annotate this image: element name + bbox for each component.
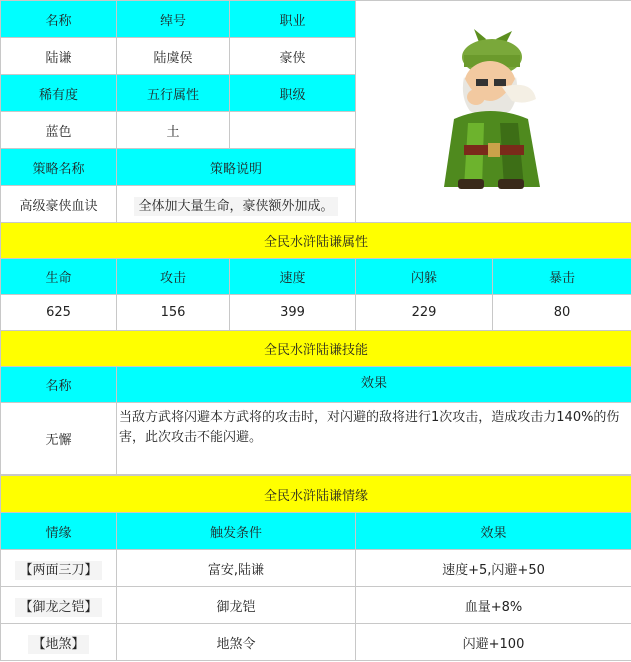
value-dodge: 229 bbox=[356, 295, 493, 331]
value-rank bbox=[230, 112, 356, 149]
strategy-desc-text: 全体加大量生命，豪侠额外加成。 bbox=[134, 197, 337, 216]
value-strategy-desc bbox=[117, 186, 356, 223]
fate-effect: 血量+8% bbox=[356, 587, 631, 624]
table-row bbox=[1, 624, 631, 661]
skills-table bbox=[0, 330, 631, 475]
header-fate-effect: 效果 bbox=[356, 513, 631, 550]
header-fate-name: 情缘 bbox=[1, 513, 117, 550]
value-speed: 399 bbox=[230, 295, 356, 331]
header-strategy-name: 策略名称 bbox=[1, 149, 117, 186]
fate-condition: 富安,陆谦 bbox=[117, 550, 356, 587]
header-skill-name: 名称 bbox=[1, 367, 117, 403]
fate-effect: 闪避+100 bbox=[356, 624, 631, 661]
fate-name bbox=[1, 587, 117, 624]
table-row bbox=[1, 587, 631, 624]
value-attack: 156 bbox=[117, 295, 230, 331]
value-crit: 80 bbox=[493, 295, 631, 331]
fate-table bbox=[0, 475, 631, 661]
fate-name-text: 【地煞】 bbox=[28, 635, 88, 654]
header-hp: 生命 bbox=[1, 259, 117, 295]
fate-name bbox=[1, 550, 117, 587]
header-attack: 攻击 bbox=[117, 259, 230, 295]
value-name: 陆谦 bbox=[1, 38, 117, 75]
value-hp: 625 bbox=[1, 295, 117, 331]
table-row bbox=[1, 550, 631, 587]
header-profession: 职业 bbox=[230, 1, 356, 38]
header-fate-condition: 触发条件 bbox=[117, 513, 356, 550]
value-nickname: 陆虞侯 bbox=[117, 38, 230, 75]
skills-title: 全民水浒陆谦技能 bbox=[1, 331, 631, 367]
fate-condition: 御龙铠 bbox=[117, 587, 356, 624]
header-speed: 速度 bbox=[230, 259, 356, 295]
skill-effect: 当敌方武将闪避本方武将的攻击时，对闪避的敌将进行1次攻击，造成攻击力140%的伤害，此次攻击不能闪避。 bbox=[117, 403, 631, 475]
header-skill-effect: 效果 bbox=[117, 367, 631, 403]
info-table bbox=[0, 0, 631, 223]
header-rarity: 稀有度 bbox=[1, 75, 117, 112]
header-strategy-desc: 策略说明 bbox=[117, 149, 356, 186]
value-element: 土 bbox=[117, 112, 230, 149]
fate-name-text: 【御龙之铠】 bbox=[15, 598, 101, 617]
attributes-table bbox=[0, 222, 631, 331]
fate-effect: 速度+5,闪避+50 bbox=[356, 550, 631, 587]
value-profession: 豪侠 bbox=[230, 38, 356, 75]
fate-condition: 地煞令 bbox=[117, 624, 356, 661]
header-crit: 暴击 bbox=[493, 259, 631, 295]
header-element: 五行属性 bbox=[117, 75, 230, 112]
fate-title: 全民水浒陆谦情缘 bbox=[1, 476, 631, 513]
character-portrait-image bbox=[424, 27, 564, 192]
character-portrait bbox=[356, 1, 631, 223]
fate-name bbox=[1, 624, 117, 661]
fate-name-text: 【两面三刀】 bbox=[15, 561, 101, 580]
header-dodge: 闪躲 bbox=[356, 259, 493, 295]
header-rank: 职级 bbox=[230, 75, 356, 112]
value-strategy-name: 高级豪侠血诀 bbox=[1, 186, 117, 223]
attributes-title: 全民水浒陆谦属性 bbox=[1, 223, 631, 259]
header-nickname: 绰号 bbox=[117, 1, 230, 38]
value-rarity: 蓝色 bbox=[1, 112, 117, 149]
skill-name: 无懈 bbox=[1, 403, 117, 475]
header-name: 名称 bbox=[1, 1, 117, 38]
